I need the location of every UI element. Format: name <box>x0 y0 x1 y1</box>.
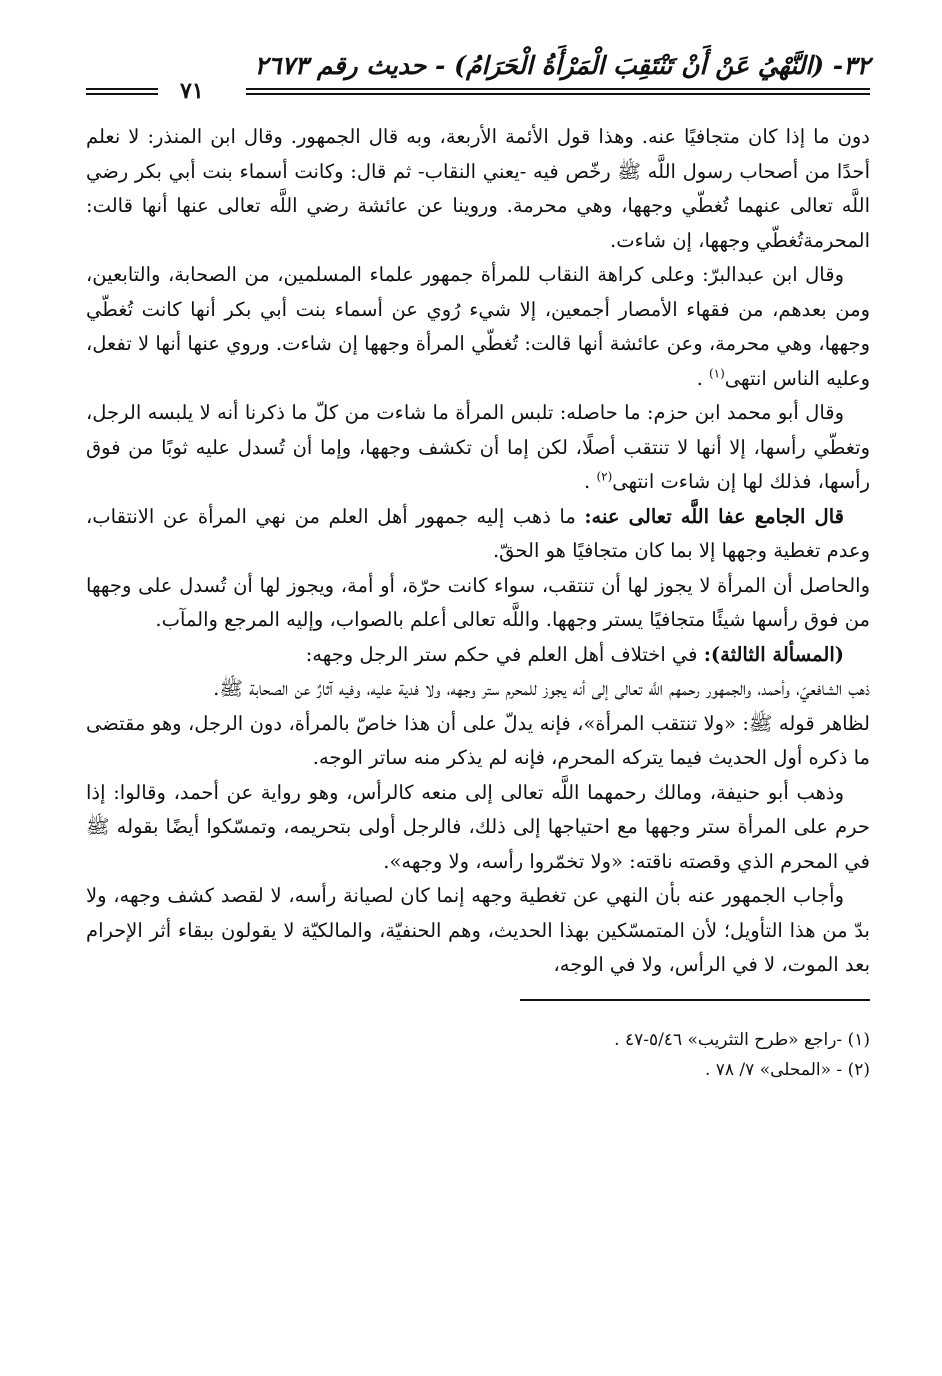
paragraph-3-text: وقال أبو محمد ابن حزم: ما حاصله: تلبس المرأة ما شاءت من كلّ ما ذكرنا أنه لا يلبسه الرجل، وتغطّي رأسها، إلا أنها لا تنتقب أصلًا، لكن إما أن تكشف وجهها، وإما أن تُسدل عليه ثوبًا من فوق رأسها، فذلك لها إن شاءت انتهى <box>86 401 870 493</box>
page-number: ٧١ <box>180 78 204 104</box>
paragraph-5: والحاصل أن المرأة لا يجوز لها أن تنتقب، سواء كانت حرّة، أو أمة، ويجوز لها أن تُسدل على وجهها من فوق رأسها شيئًا متجافيًا يستر وجهها. واللَّه تعالى أعلم بالصواب، وإليه المرجع والمآب. <box>86 573 870 631</box>
paragraph-1: دون ما إذا كان متجافيًا عنه. وهذا قول الأئمة الأربعة، وبه قال الجمهور. وقال ابن المنذر: لا نعلم أحدًا من أصحاب رسول اللَّه ﷺ رخّص فيه -يعني النقاب- ثم قال: وكانت أسماء بنت أبي بكر رضي اللَّه تعالى عنهما تُغطّي وجهها، وهي محرمة. وروينا عن عائشة رضي اللَّه تعالى عنها أنها قالت: المحرمةتُغطّي وجهها، إن شاءت. <box>86 125 870 252</box>
page-number-rule-2 <box>86 93 158 95</box>
paragraph-4 <box>86 500 870 569</box>
footnotes <box>86 1025 870 1085</box>
header-rule-line <box>246 88 870 90</box>
footnote-1: (١) -راجع «طرح التثريب» ٥/٤٦-٤٧ . <box>614 1029 870 1050</box>
paragraph-9: وذهب أبو حنيفة، ومالك رحمهما اللَّه تعالى إلى منعه كالرأس، وهو رواية عن أحمد، وقالوا: إذا حرم على المرأة ستر وجهها مع احتياجها إلى ذلك، فالرجل أولى بتحريمه، وتمسّكوا أيضًا بقوله ﷺ في المحرم الذي وقصته ناقته: «ولا تخمّروا رأسه، ولا وجهه». <box>86 780 870 873</box>
footnote-2: (٢) - «المحلى» ٧/ ٧٨ . <box>704 1059 870 1080</box>
book-page <box>86 40 870 1350</box>
header-rule <box>86 78 870 110</box>
paragraph-8: لظاهر قوله ﷺ: «ولا تنتقب المرأة»، فإنه يدلّ على أن هذا خاصّ بالمرأة، دون الرجل، وهو مقتضى ما ذكره أول الحديث فيما يتركه المحرم، فإنه لم يذكر منه ساتر الوجه. <box>86 711 870 769</box>
paragraph-7: ذهب الشافعيّ، وأحمد، والجمهور رحمهم اللَّه تعالى إلى أنه يجوز للمحرم ستر وجهه، ولا فدية عليه، وفيه آثارٌ عن الصحابة ﷺ. <box>213 677 870 700</box>
issue-heading: (المسألة الثالثة): <box>703 642 844 666</box>
page-number-rule <box>86 88 158 90</box>
footnote-ref-1: (١) <box>708 366 725 380</box>
header-rule-line-2 <box>246 93 870 95</box>
paragraph-4-text: ما ذهب إليه جمهور أهل العلم من نهي المرأة عن الانتقاب، وعدم تغطية وجهها إلا بما كان متجافيًا هو الحقّ. <box>86 504 870 562</box>
paragraph-2: وقال ابن عبدالبرّ: وعلى كراهة النقاب للمرأة جمهور علماء المسلمين، من الصحابة، والتابعين، ومن بعدهم، من فقهاء الأمصار أجمعين، إلا شيء رُوي عن أسماء بنت أبي بكر أنها كانت تُغطّي وجهها، وهي محرمة، وعن عائشة أنها قالت: تُغطّي المرأة وجهها إن شاءت. وروي عنها أنها لا تفعل، وعليه الناس انتهى$^{(١)}$ . <box>86 263 870 390</box>
compiler-note-heading: قال الجامع عفا اللَّه تعالى عنه: <box>584 504 844 528</box>
paragraph-10: وأجاب الجمهور عنه بأن النهي عن تغطية وجهه إنما كان لصيانة رأسه، لا لقصد كشف وجهه، ولا بدّ من هذا التأويل؛ لأن المتمسّكين بهذا الحديث، وهم الحنفيّة، والمالكيّة لا يقولون ببقاء أثر الإحرام بعد الموت، لا في الرأس، ولا في الوجه، <box>86 884 870 976</box>
paragraph-2-text: وقال ابن عبدالبرّ: وعلى كراهة النقاب للمرأة جمهور علماء المسلمين، من الصحابة، والتابعين، ومن بعدهم، من فقهاء الأمصار أجمعين، إلا شيء رُوي عن أسماء بنت أبي بكر أنها كانت تُغطّي وجهها، وهي محرمة، وعن عائشة أنها قالت: تُغطّي المرأة وجهها إن شاءت. وروي عنها أنها لا تفعل، وعليه الناس انتهى <box>86 263 870 390</box>
paragraph-3: وقال أبو محمد ابن حزم: ما حاصله: تلبس المرأة ما شاءت من كلّ ما ذكرنا أنه لا يلبسه الرجل، وتغطّي رأسها، إلا أنها لا تنتقب أصلًا، لكن إما أن تكشف وجهها، وإما أن تُسدل عليه ثوبًا من فوق رأسها، فذلك لها إن شاءت انتهى$^{(٢)}$ . <box>86 401 870 493</box>
footnote-separator <box>520 999 870 1001</box>
chapter-title: ٣٢- (النَّهْيُ عَنْ أَنْ تَنْتَقِبَ الْمَرْأَةُ الْحَرَامُ) - حديث رقم ٢٦٧٣ <box>254 50 870 80</box>
main-text <box>86 120 870 983</box>
footnote-ref-2: (٢) <box>596 469 613 484</box>
paragraph-6-text: في اختلاف أهل العلم في حكم ستر الرجل وجهه: <box>305 642 698 666</box>
paragraph-6 <box>86 638 870 673</box>
